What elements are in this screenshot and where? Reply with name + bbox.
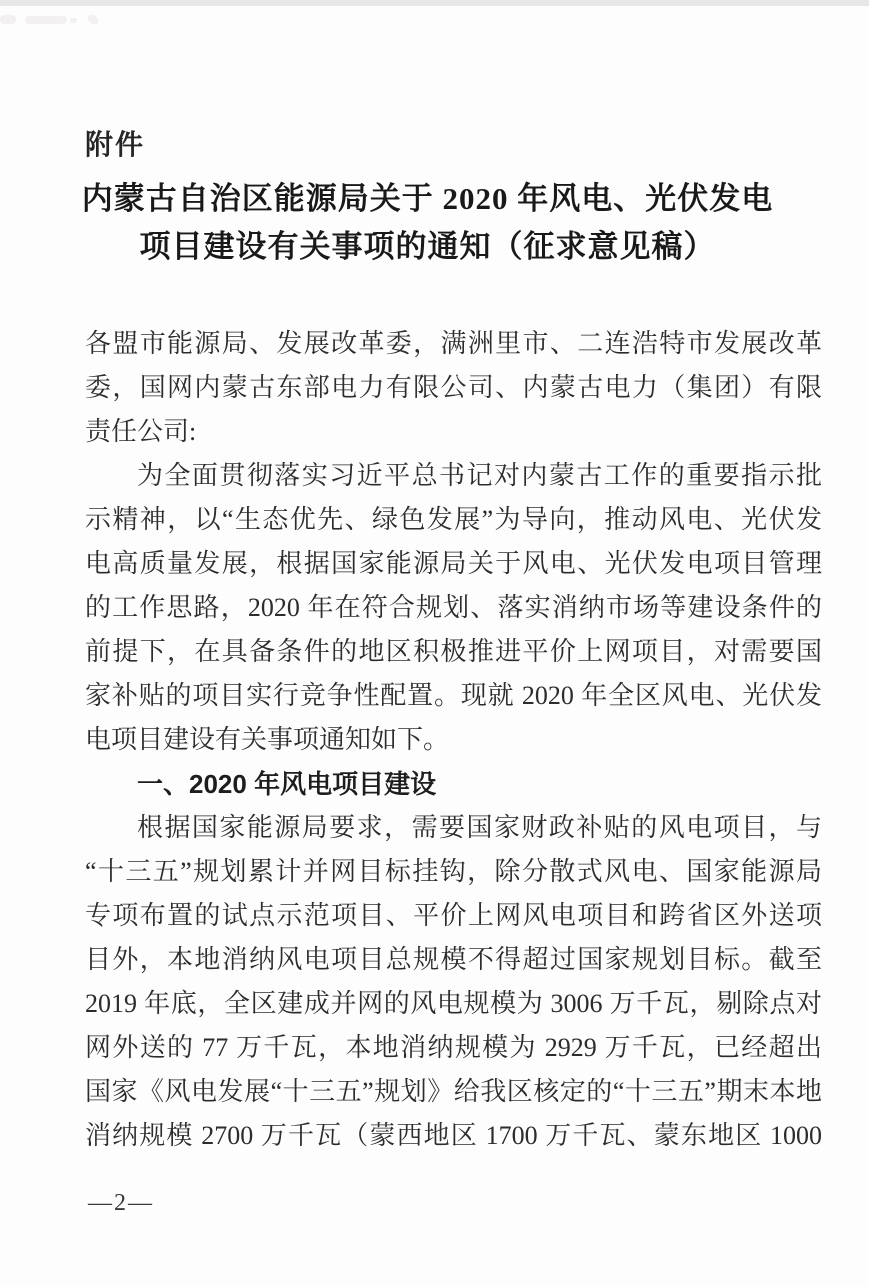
text-line: 前提下，在具备条件的地区积极推进平价上网项目，对需要国: [85, 637, 822, 666]
scan-artifact-smudge: [88, 15, 98, 24]
text-line: 消纳规模 2700 万千瓦（蒙西地区 1700 万千瓦、蒙东地区 1000: [85, 1121, 822, 1150]
text-line: 国家《风电发展“十三五”规划》给我区核定的“十三五”期末本地: [85, 1077, 822, 1106]
text-line: 根据国家能源局要求，需要国家财政补贴的风电项目，与: [137, 813, 822, 842]
text-line: 责任公司:: [85, 417, 197, 446]
text-line: 电项目建设有关事项通知如下。: [85, 725, 450, 754]
document-title: [59, 175, 796, 271]
text-line: “十三五”规划累计并网目标挂钩，除分散式风电、国家能源局: [85, 857, 822, 886]
page-content: [81, 128, 822, 1158]
text-line: 各盟市能源局、发展改革委，满洲里市、二连浩特市发展改革: [85, 329, 822, 358]
document-title-line: 项目建设有关事项的通知（征求意见稿）: [139, 229, 716, 264]
text-line: 网外送的 77 万千瓦，本地消纳规模为 2929 万千瓦，已经超出: [85, 1033, 822, 1062]
text-line: 委，国网内蒙古东部电力有限公司、内蒙古电力（集团）有限: [85, 373, 822, 402]
document-title-line: 内蒙古自治区能源局关于 2020 年风电、光伏发电: [81, 181, 774, 216]
text-line: 示精神，以“生态优先、绿色发展”为导向，推动风电、光伏发: [85, 505, 822, 534]
section-1-paragraph: [85, 806, 822, 1158]
recipients-paragraph: [85, 322, 822, 454]
scan-artifact-smudge: [70, 18, 77, 23]
text-line: 的工作思路，2020 年在符合规划、落实消纳市场等建设条件的: [85, 593, 822, 622]
text-line: 为全面贯彻落实习近平总书记对内蒙古工作的重要指示批: [137, 461, 822, 490]
text-line: 目外，本地消纳风电项目总规模不得超过国家规划目标。截至: [85, 945, 822, 974]
attachment-label: 附件: [85, 129, 146, 160]
scan-artifact-smudge: [0, 15, 16, 24]
text-line: 2019 年底，全区建成并网的风电规模为 3006 万千瓦，剔除点对: [85, 989, 822, 1018]
scan-artifact-topbar: [0, 0, 869, 6]
intro-paragraph: [85, 454, 822, 762]
document-body: [85, 322, 822, 1158]
text-line: 一、2020 年风电项目建设: [137, 769, 437, 799]
text-line: 专项布置的试点示范项目、平价上网风电项目和跨省区外送项: [85, 901, 822, 930]
section-1-heading: [85, 762, 822, 806]
text-line: 电高质量发展，根据国家能源局关于风电、光伏发电项目管理: [85, 549, 822, 578]
text-line: 家补贴的项目实行竞争性配置。现就 2020 年全区风电、光伏发: [85, 681, 822, 710]
page-number: —2—: [88, 1190, 154, 1216]
scan-artifact-smudge: [25, 16, 67, 24]
